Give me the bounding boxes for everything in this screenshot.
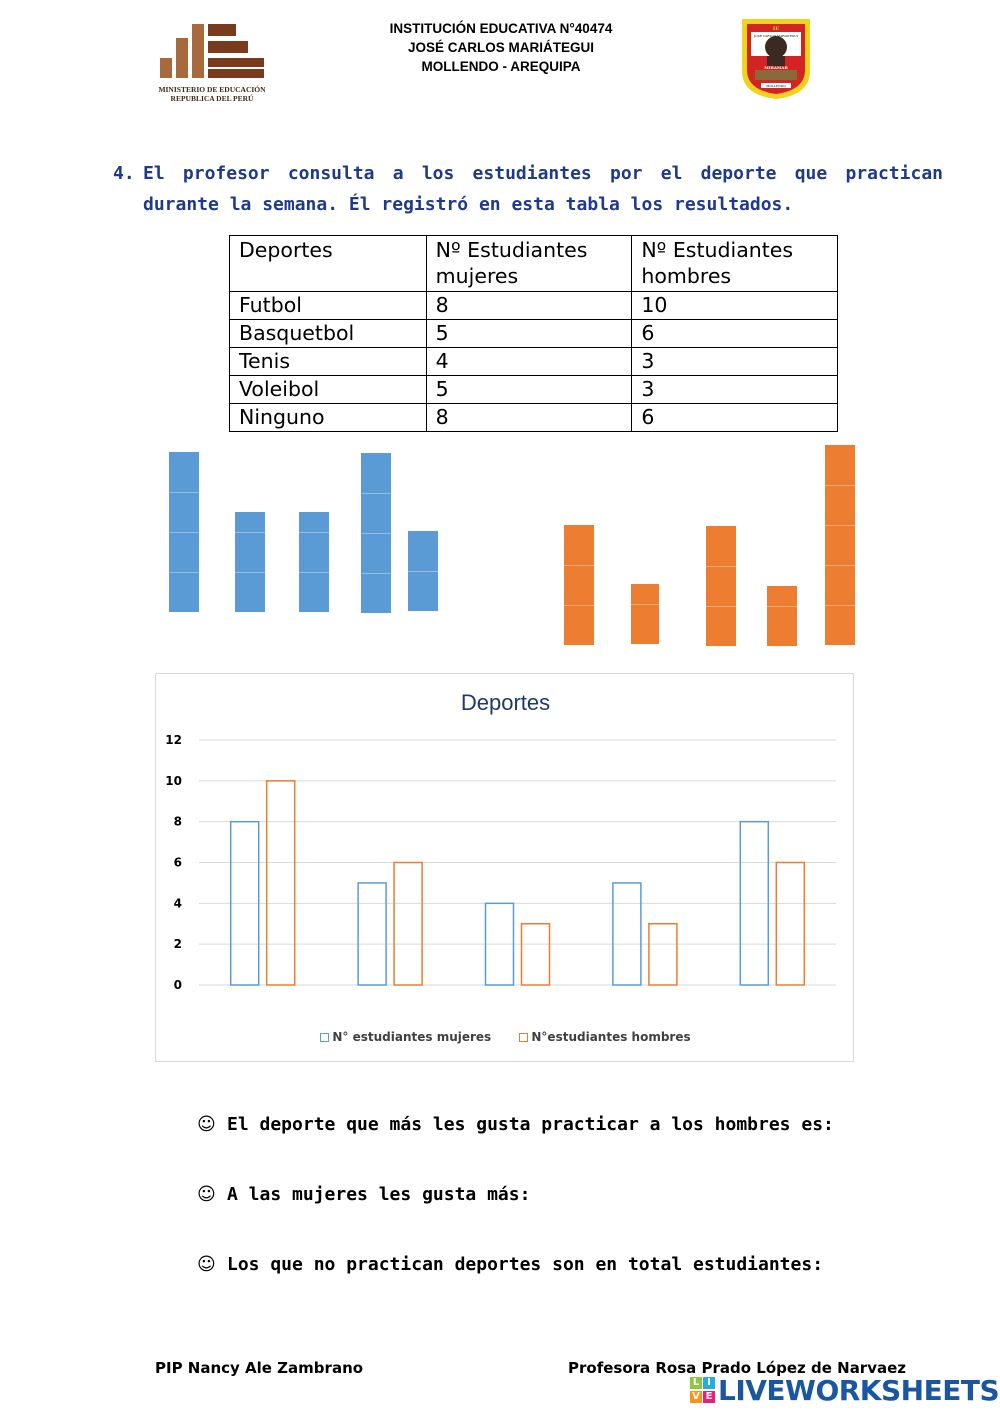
- table-header-cell: Nº Estudiantes mujeres: [426, 236, 632, 292]
- bar-tick: [825, 565, 855, 566]
- blue-bar-piece[interactable]: [361, 453, 391, 613]
- question-number: 4.: [113, 163, 135, 184]
- sports-table: [229, 235, 838, 432]
- prompt-text: El deporte que más les gusta practicar a los hombres es:: [227, 1114, 834, 1135]
- table-cell: 3: [632, 348, 838, 376]
- smile-icon: ☺: [197, 1184, 216, 1205]
- bar-tick: [169, 492, 199, 493]
- blue-bar-piece[interactable]: [299, 512, 329, 612]
- table-row: [230, 376, 838, 404]
- legend-label: N°estudiantes hombres: [531, 1030, 691, 1044]
- bar-tick: [825, 485, 855, 486]
- bar-tick: [767, 606, 797, 607]
- y-tick-label: 8: [173, 814, 182, 829]
- table-header-cell: Deportes: [230, 236, 427, 292]
- table-row: [230, 404, 838, 432]
- ministry-text-line: MINISTERIO DE EDUCACIÓN: [158, 85, 266, 94]
- footer-author: PIP Nancy Ale Zambrano: [155, 1359, 364, 1377]
- prompt-hombres: [197, 1113, 897, 1137]
- table-header-row: [230, 236, 838, 292]
- table-row: [230, 320, 838, 348]
- bar-mujeres: [613, 883, 641, 985]
- bar-tick: [361, 493, 391, 494]
- lw-letter: E: [703, 1391, 715, 1403]
- table-cell: 4: [426, 348, 632, 376]
- y-tick-label: 6: [173, 855, 182, 870]
- bar-tick: [631, 604, 659, 605]
- table-cell: Basquetbol: [230, 320, 427, 348]
- table-cell: Tenis: [230, 348, 427, 376]
- shield-text: IE: [772, 26, 780, 32]
- table-cell: 6: [632, 320, 838, 348]
- bar-tick: [235, 572, 265, 573]
- school-name-line: JOSÉ CARLOS MARIÁTEGUI: [407, 40, 594, 55]
- footer-teacher: Profesora Rosa Prado López de Narvaez: [568, 1359, 907, 1377]
- table-row: [230, 348, 838, 376]
- question-4: [113, 158, 943, 220]
- ministry-bars-icon: [157, 22, 267, 84]
- table-cell: 5: [426, 320, 632, 348]
- chart-plot: [156, 674, 855, 1063]
- table-cell: 10: [632, 292, 838, 320]
- blue-bar-piece[interactable]: [235, 512, 265, 612]
- table-cell: Ninguno: [230, 404, 427, 432]
- school-shield-icon: [739, 15, 813, 101]
- bar-tick: [825, 525, 855, 526]
- lw-letter: V: [690, 1391, 702, 1403]
- prompt-mujeres: [197, 1183, 897, 1207]
- bar-tick: [299, 532, 329, 533]
- table-cell: Voleibol: [230, 376, 427, 404]
- legend-label: N° estudiantes mujeres: [332, 1030, 492, 1044]
- prompt-ninguno: [197, 1253, 897, 1277]
- orange-bar-piece[interactable]: [825, 445, 855, 645]
- bar-tick: [169, 572, 199, 573]
- shield-text: JOSÉ CARLOS MARIÁTEGUI: [753, 34, 799, 38]
- school-title: [340, 19, 662, 76]
- bar-tick: [169, 532, 199, 533]
- table-cell: 8: [426, 404, 632, 432]
- y-tick-label: 2: [173, 937, 182, 952]
- lw-letter: I: [703, 1377, 715, 1389]
- table-cell: Futbol: [230, 292, 427, 320]
- orange-bar-piece[interactable]: [706, 526, 736, 646]
- bar-tick: [706, 606, 736, 607]
- liveworksheets-brand: LIVEWORKSHEETS: [718, 1374, 1000, 1407]
- bar-hombres: [522, 924, 550, 985]
- bar-tick: [408, 571, 438, 572]
- bar-tick: [361, 533, 391, 534]
- bar-tick: [235, 532, 265, 533]
- table-cell: 6: [632, 404, 838, 432]
- question-text: El profesor consulta a los estudiantes por el deporte que practican durante la semana. Él registró en esta tabla los resultados.: [143, 163, 943, 215]
- bar-hombres: [649, 924, 677, 985]
- liveworksheets-logo[interactable]: [690, 1374, 1000, 1408]
- y-tick-label: 12: [165, 733, 182, 747]
- ministry-text-line: REPUBLICA DEL PERÚ: [170, 94, 254, 103]
- y-tick-label: 10: [165, 773, 182, 788]
- legend-swatch-orange: [519, 1033, 528, 1042]
- ministry-logo: [157, 22, 267, 108]
- blue-bar-piece[interactable]: [169, 452, 199, 612]
- smile-icon: ☺: [197, 1114, 216, 1135]
- school-location-line: MOLLENDO - AREQUIPA: [421, 59, 581, 74]
- bar-hombres: [267, 781, 295, 985]
- legend-swatch-blue: [320, 1033, 329, 1042]
- table-cell: 3: [632, 376, 838, 404]
- bar-tick: [299, 572, 329, 573]
- bar-tick: [825, 605, 855, 606]
- school-name-line: INSTITUCIÓN EDUCATIVA N°40474: [389, 21, 613, 36]
- y-tick-label: 4: [173, 896, 182, 911]
- shield-text: MIRAMAR: [764, 65, 788, 70]
- bar-tick: [706, 566, 736, 567]
- table-header-cell: Nº Estudiantes hombres: [632, 236, 838, 292]
- bar-hombres: [776, 863, 804, 986]
- orange-bar-piece[interactable]: [564, 525, 594, 645]
- blue-bar-piece[interactable]: [408, 531, 438, 611]
- bar-tick: [361, 573, 391, 574]
- smile-icon: ☺: [197, 1254, 216, 1275]
- shield-text: MOLLENDO: [766, 84, 786, 88]
- prompt-text: A las mujeres les gusta más:: [227, 1184, 531, 1205]
- y-tick-label: 0: [173, 978, 182, 992]
- table-row: [230, 292, 838, 320]
- bar-tick: [564, 565, 594, 566]
- lw-letter: L: [690, 1377, 702, 1389]
- table-cell: 8: [426, 292, 632, 320]
- prompt-text: Los que no practican deportes son en total estudiantes:: [227, 1254, 824, 1275]
- bar-hombres: [394, 863, 422, 986]
- legend-item-mujeres: [320, 1030, 491, 1044]
- liveworksheets-icon: [690, 1377, 716, 1404]
- orange-bar-piece[interactable]: [767, 586, 797, 646]
- chart-title: Deportes: [460, 690, 551, 715]
- deportes-chart: [155, 673, 854, 1062]
- bar-tick: [564, 605, 594, 606]
- chart-legend: [156, 1030, 855, 1044]
- orange-bar-piece[interactable]: [631, 584, 659, 644]
- bar-mujeres: [358, 883, 386, 985]
- legend-item-hombres: [519, 1030, 690, 1044]
- table-cell: 5: [426, 376, 632, 404]
